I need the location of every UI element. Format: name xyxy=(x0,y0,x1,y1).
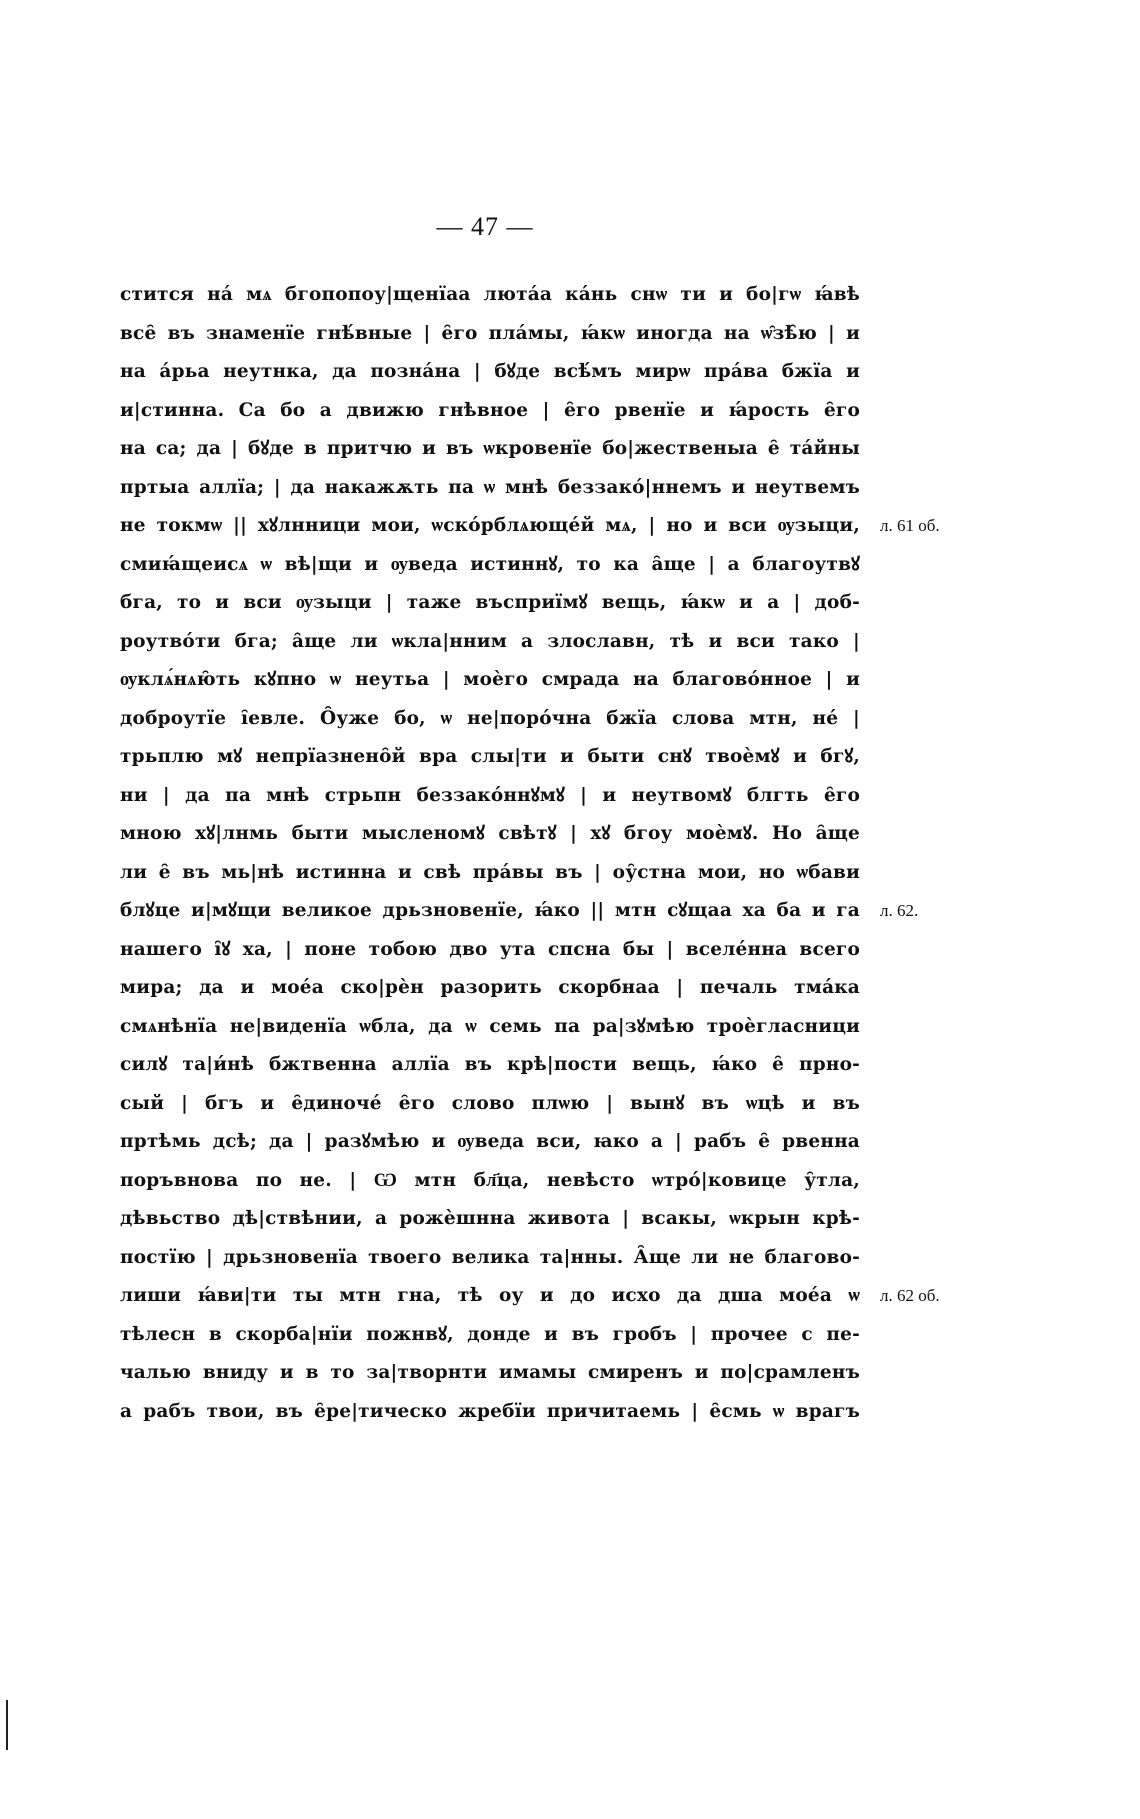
text-line: на са; да | бꙋде в притчю и въ ѡкровенїе бо|жественыа е̑ та́йны xyxy=(120,438,860,459)
text-line: стится на́ мѧ бгопопоу|щенїаа люта́а ка́нь снѡ ти и бо|гѡ ꙗ́вѣ xyxy=(120,284,860,305)
text-line: ни | да па мнѣ стрьпн беззако́ннꙋмꙋ | и неутвомꙋ блгть е̑го xyxy=(120,784,860,806)
text-line: постїю | дрьзновенїа твоего велика та|нны. А̑ще ли не благово- xyxy=(120,1246,860,1268)
text-line: поръвнова по не. | Ѡ мтн бл҃ца, невѣсто ѡтро́|ковице у̑тла, xyxy=(120,1169,860,1191)
folio-reference: л. 62 об. xyxy=(880,1286,940,1305)
text-line: пртѣмь дсѣ; да | разꙋмѣю и ѹведа вси, ꙗко а | рабъ е̑ рвенна xyxy=(120,1131,860,1152)
text-line: на а́рьа неутнка, да позна́на | бꙋде всѣ́мъ мирѡ пра́ва бжїа и xyxy=(120,361,860,382)
text-line: мира; да и мое́а ско|рѐн разорить скорбнаа | печаль тма́ка xyxy=(120,977,860,998)
text-line: мною хꙋ|лнмь быти мысленомꙋ свѣтꙋ | хꙋ бгоу моѐмꙋ. Но а̑ще xyxy=(120,823,860,844)
text-line: роутво́ти бга; а̑ще ли ѡкла|нним а злославн, тѣ и вси тако | xyxy=(120,630,860,652)
binding-edge-mark xyxy=(6,1700,8,1750)
text-line: и|стинна. Са бо а движю гнѣвное | е̑го рвенїе и ꙗ́рость е̑го xyxy=(120,399,860,421)
text-line: пртыа аллїа; | да накажѫть па ѡ мнѣ беззако́|ннемъ и неутвемъ xyxy=(120,476,860,498)
text-line: нашего і̑ꙋ ха, | поне тобою дво ута спсна бы | вселе́нна всего xyxy=(120,938,860,960)
text-line: доброутїе і̑евле. О̑уже бо, ѡ не|поро́чна бжїа слова мтн, не́ | xyxy=(120,707,860,729)
text-line: лиши ꙗ́ви|ти ты мтн гна, тѣ оу и до исхо да дша мое́а ѡ xyxy=(120,1285,860,1306)
text-line: блꙋце и|мꙋщи великое дрьзновенїе, ꙗ́ко || мтн сꙋщаа ха ба и га xyxy=(120,900,860,921)
text-line: смѧнѣнїа не|виденїа ѡбла, да ѡ семь па ра|зꙋмѣю троѐгласници xyxy=(120,1015,860,1037)
text-line: бга, то и вси ѹзыци | таже въсприїмꙋ вещь, ꙗ́кѡ и а | доб- xyxy=(120,592,860,613)
text-line: не токмѡ || хꙋлнници мои, ѡско́рблѧюще́й мѧ, | но и вси ѹзыци, xyxy=(120,515,860,536)
text-line: силꙋ та|и́нѣ бжтвенна аллїа въ крѣ|пости вещь, ꙗ́ко е̑ прно- xyxy=(120,1054,860,1075)
folio-reference: л. 61 об. xyxy=(880,516,940,535)
text-line: а рабъ твои, въ е̑ре|тическо жребїи причитаемь | е̑смь ѡ врагъ xyxy=(120,1400,860,1422)
text-line: чалью вниду и в то за|творнти имамы смиренъ и по|срамленъ xyxy=(120,1362,860,1383)
text-line: ли е̑ въ мь|нѣ истинна и свѣ пра́вы въ | оу̑стна мои, но ѡбави xyxy=(120,861,860,883)
text-line: все̑ въ знаменїе гнѣ́вные | е̑го пла́мы, ꙗ́кѡ иногда на ѡ̑зѣ̑ю | и xyxy=(120,322,860,344)
text-line: ѹклѧ́нѧю̑ть кꙋпно ѡ неутьа | моѐго смрада на благово́нное | и xyxy=(120,669,860,690)
text-line: трьплю мꙋ непрїазнено̑й вра слы|ти и быти снꙋ твоѐмꙋ и бгꙋ, xyxy=(120,746,860,767)
text-line: тѣлесн в скорба|нїи пожнвꙋ, донде и въ гробъ | прочее с пе- xyxy=(120,1323,860,1345)
text-line: дѣвьство дѣ|ствѣнии, а рожѐшнна живота | всакы, ѡкрын крѣ- xyxy=(120,1208,860,1229)
text-line: смиꙗ́щеисѧ ѡ вѣ|щи и ѹведа истиннꙋ, то ка а̑ще | а благоутвꙋ xyxy=(120,553,860,575)
text-line: сый | бгъ и е̑диноче́ е̑го слово плѡю | вынꙋ въ ѡцѣ и въ xyxy=(120,1092,860,1114)
page-number: — 47 — xyxy=(436,212,534,241)
folio-reference: л. 62. xyxy=(880,901,919,920)
body-text xyxy=(120,276,860,1431)
